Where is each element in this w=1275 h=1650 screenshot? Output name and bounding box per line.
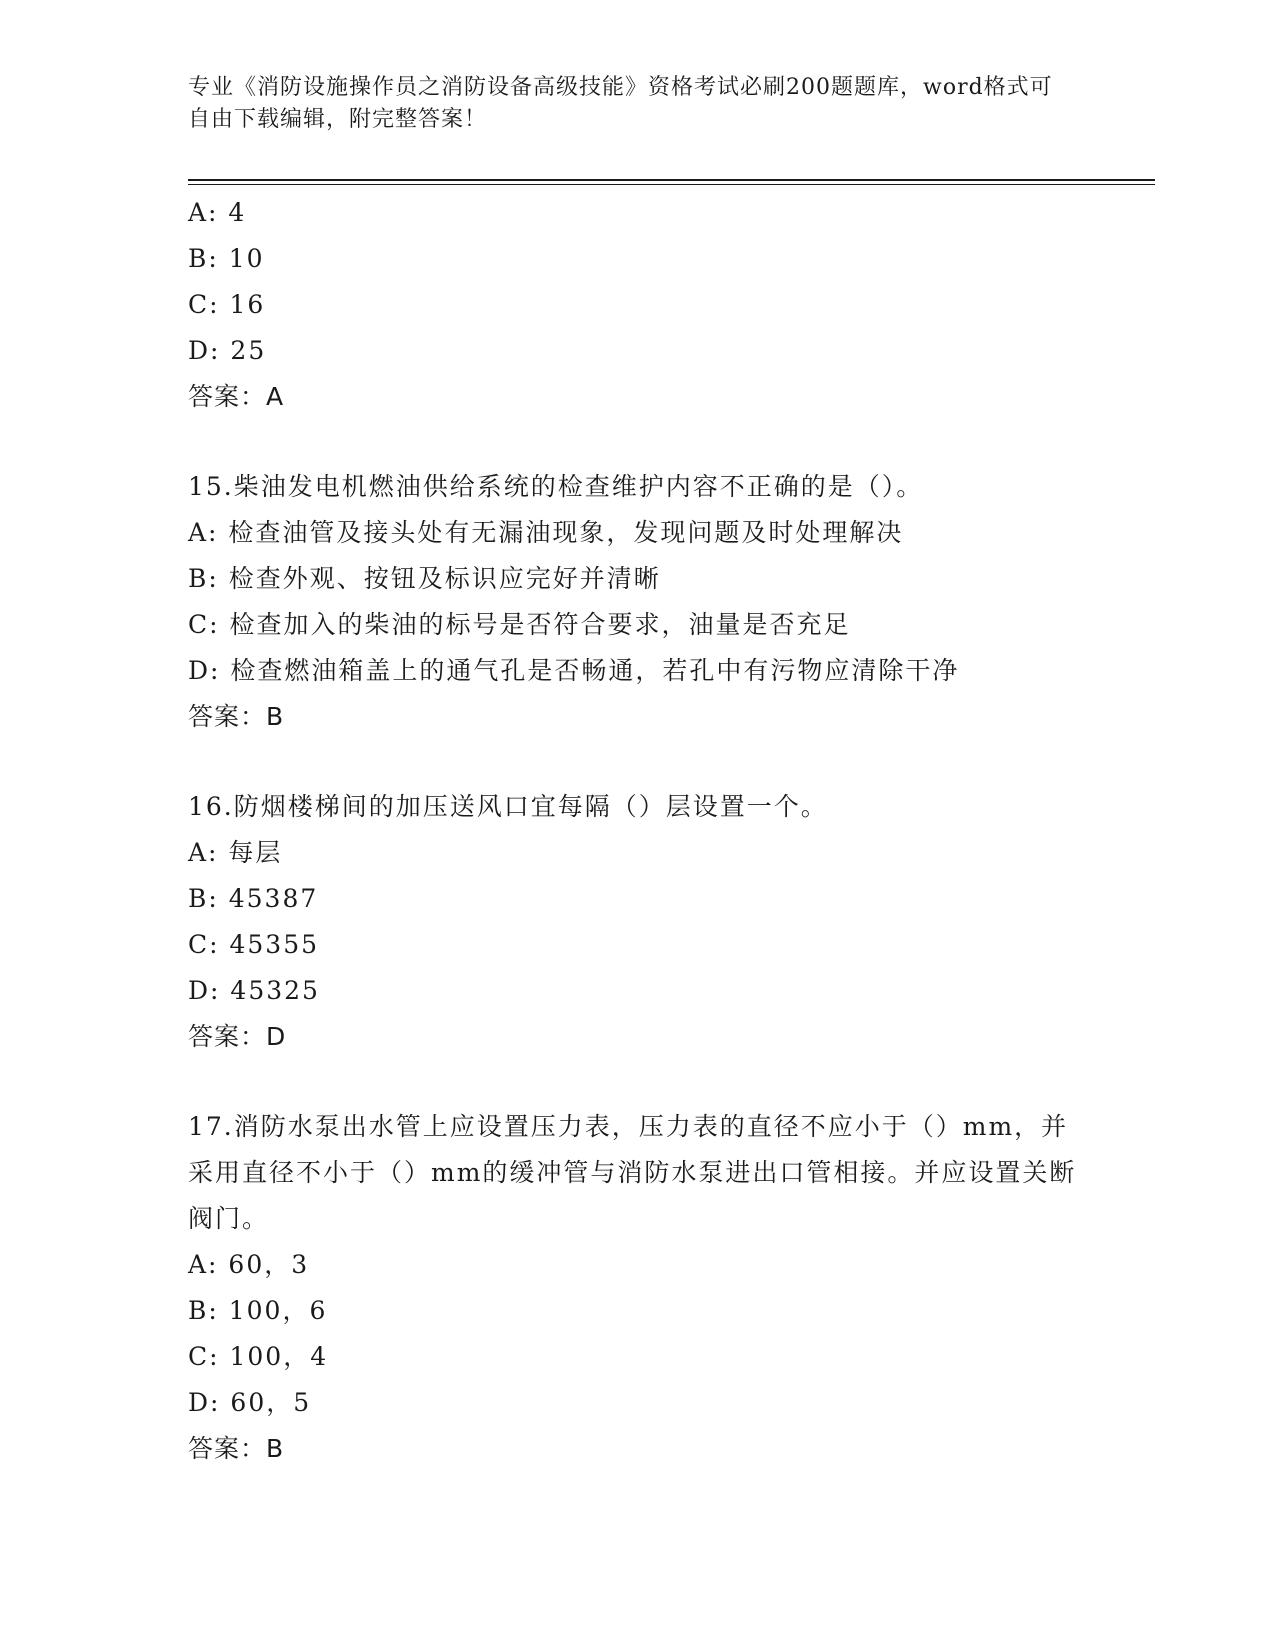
question-text: 16.防烟楼梯间的加压送风口宜每隔（）层设置一个。 [188,792,828,821]
question-block-15 [188,464,1088,740]
option-b: B: 检查外观、按钮及标识应完好并清晰 [188,564,661,593]
question-text: 17.消防水泵出水管上应设置压力表，压力表的直径不应小于（）mm，并采用直径不小于（）mm的缓冲管与消防水泵进出口管相接。并应设置关断阀门。 [188,1112,1077,1233]
answer-line: 答案：B [188,1434,285,1463]
option-d: D: 60，5 [188,1388,312,1417]
header-divider-thick [188,179,1155,181]
option-b: B: 100，6 [188,1296,328,1325]
option-a: A: 检查油管及接头处有无漏油现象，发现问题及时处理解决 [188,518,904,547]
answer-line: 答案：A [188,382,285,411]
option-a: A: 60，3 [188,1250,310,1279]
header-divider-thin [188,184,1155,185]
option-b: B: 10 [188,244,265,273]
option-d: D: 25 [188,336,267,365]
question-block-previous [188,190,1088,420]
question-text: 15.柴油发电机燃油供给系统的检查维护内容不正确的是（）。 [188,472,924,501]
answer-line: 答案：D [188,1022,287,1051]
document-header: 专业《消防设施操作员之消防设备高级技能》资格考试必刷200题题库，word格式可自由下载编辑，附完整答案！ [188,75,1053,132]
option-a: A: 每层 [188,838,283,867]
option-c: C: 45355 [188,930,320,959]
option-c: C: 16 [188,290,266,319]
option-d: D: 检查燃油箱盖上的通气孔是否畅通，若孔中有污物应清除干净 [188,656,960,685]
option-d: D: 45325 [188,976,320,1005]
question-block-17 [188,1104,1088,1472]
option-c: C: 100，4 [188,1342,329,1371]
question-list [188,190,1088,1472]
answer-line: 答案：B [188,702,285,731]
option-b: B: 45387 [188,884,319,913]
question-block-16 [188,784,1088,1060]
option-c: C: 检查加入的柴油的标号是否符合要求，油量是否充足 [188,610,851,639]
option-a: A: 4 [188,198,247,227]
